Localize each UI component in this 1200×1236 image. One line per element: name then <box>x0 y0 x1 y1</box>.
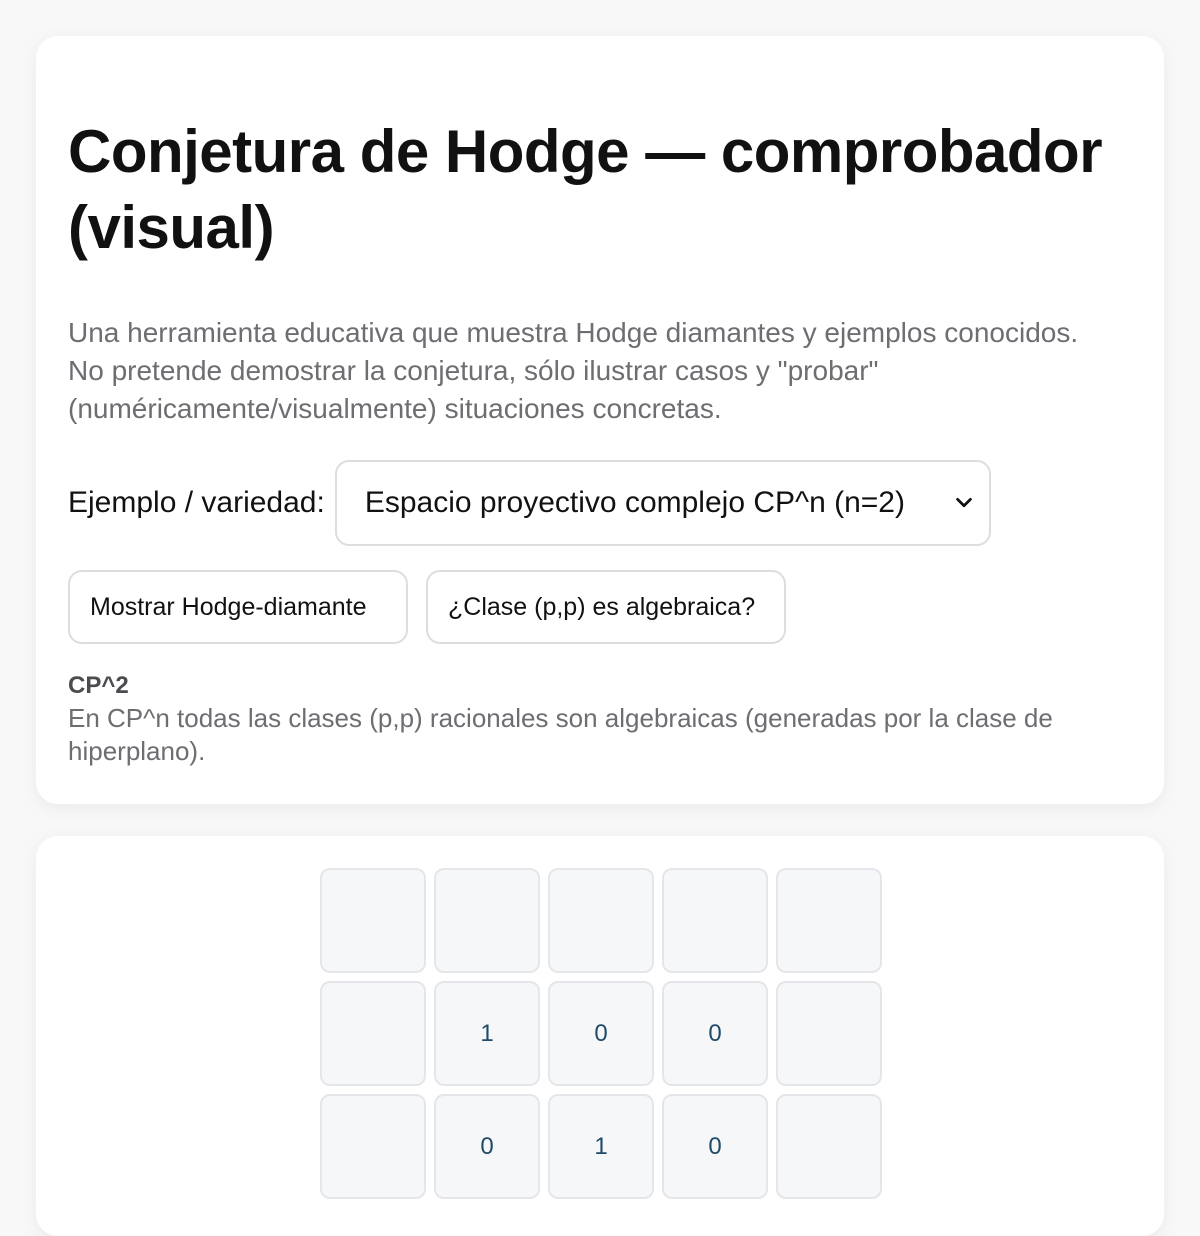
diamond-cell: 0 <box>662 981 768 1086</box>
example-select-value: Espacio proyectivo complejo CP^n (n=2) <box>364 486 905 519</box>
result-text: En CP^n todas las clases (p,p) racionales son algebraicas (generadas por la clase de hiperplano). <box>68 703 1053 766</box>
example-selector-row <box>68 460 1132 546</box>
diamond-cell: 0 <box>662 1094 768 1199</box>
diamond-cell: 0 <box>548 981 654 1086</box>
example-select[interactable] <box>335 460 991 546</box>
hodge-diamond-grid <box>320 868 882 1199</box>
example-selector-label: Ejemplo / variedad: <box>68 486 325 519</box>
controls-card <box>36 36 1164 804</box>
diamond-cell: 0 <box>434 1094 540 1199</box>
diamond-cell <box>776 981 882 1086</box>
diamond-cell <box>320 981 426 1086</box>
check-algebraic-button[interactable]: ¿Clase (p,p) es algebraica? <box>426 570 786 644</box>
diamond-cell: 1 <box>434 981 540 1086</box>
page-description: Una herramienta educativa que muestra Hodge diamantes y ejemplos conocidos. No pretende demostrar la conjetura, sólo ilustrar casos y "probar" (numéricamente/visualmente) situaciones concretas. <box>68 317 1079 424</box>
diamond-cell: 1 <box>548 1094 654 1199</box>
show-diamond-button[interactable]: Mostrar Hodge-diamante <box>68 570 408 644</box>
diamond-cell <box>320 868 426 973</box>
diamond-cell <box>548 868 654 973</box>
hodge-diamond-card <box>36 836 1164 1236</box>
diamond-cell <box>776 1094 882 1199</box>
page-title: Conjetura de Hodge — comprobador (visual) <box>68 118 1103 261</box>
diamond-cell <box>662 868 768 973</box>
diamond-cell <box>776 868 882 973</box>
chevron-down-icon <box>953 492 975 514</box>
diamond-cell <box>434 868 540 973</box>
action-buttons <box>68 570 1132 644</box>
diamond-cell <box>320 1094 426 1199</box>
result-title: CP^2 <box>68 672 129 699</box>
